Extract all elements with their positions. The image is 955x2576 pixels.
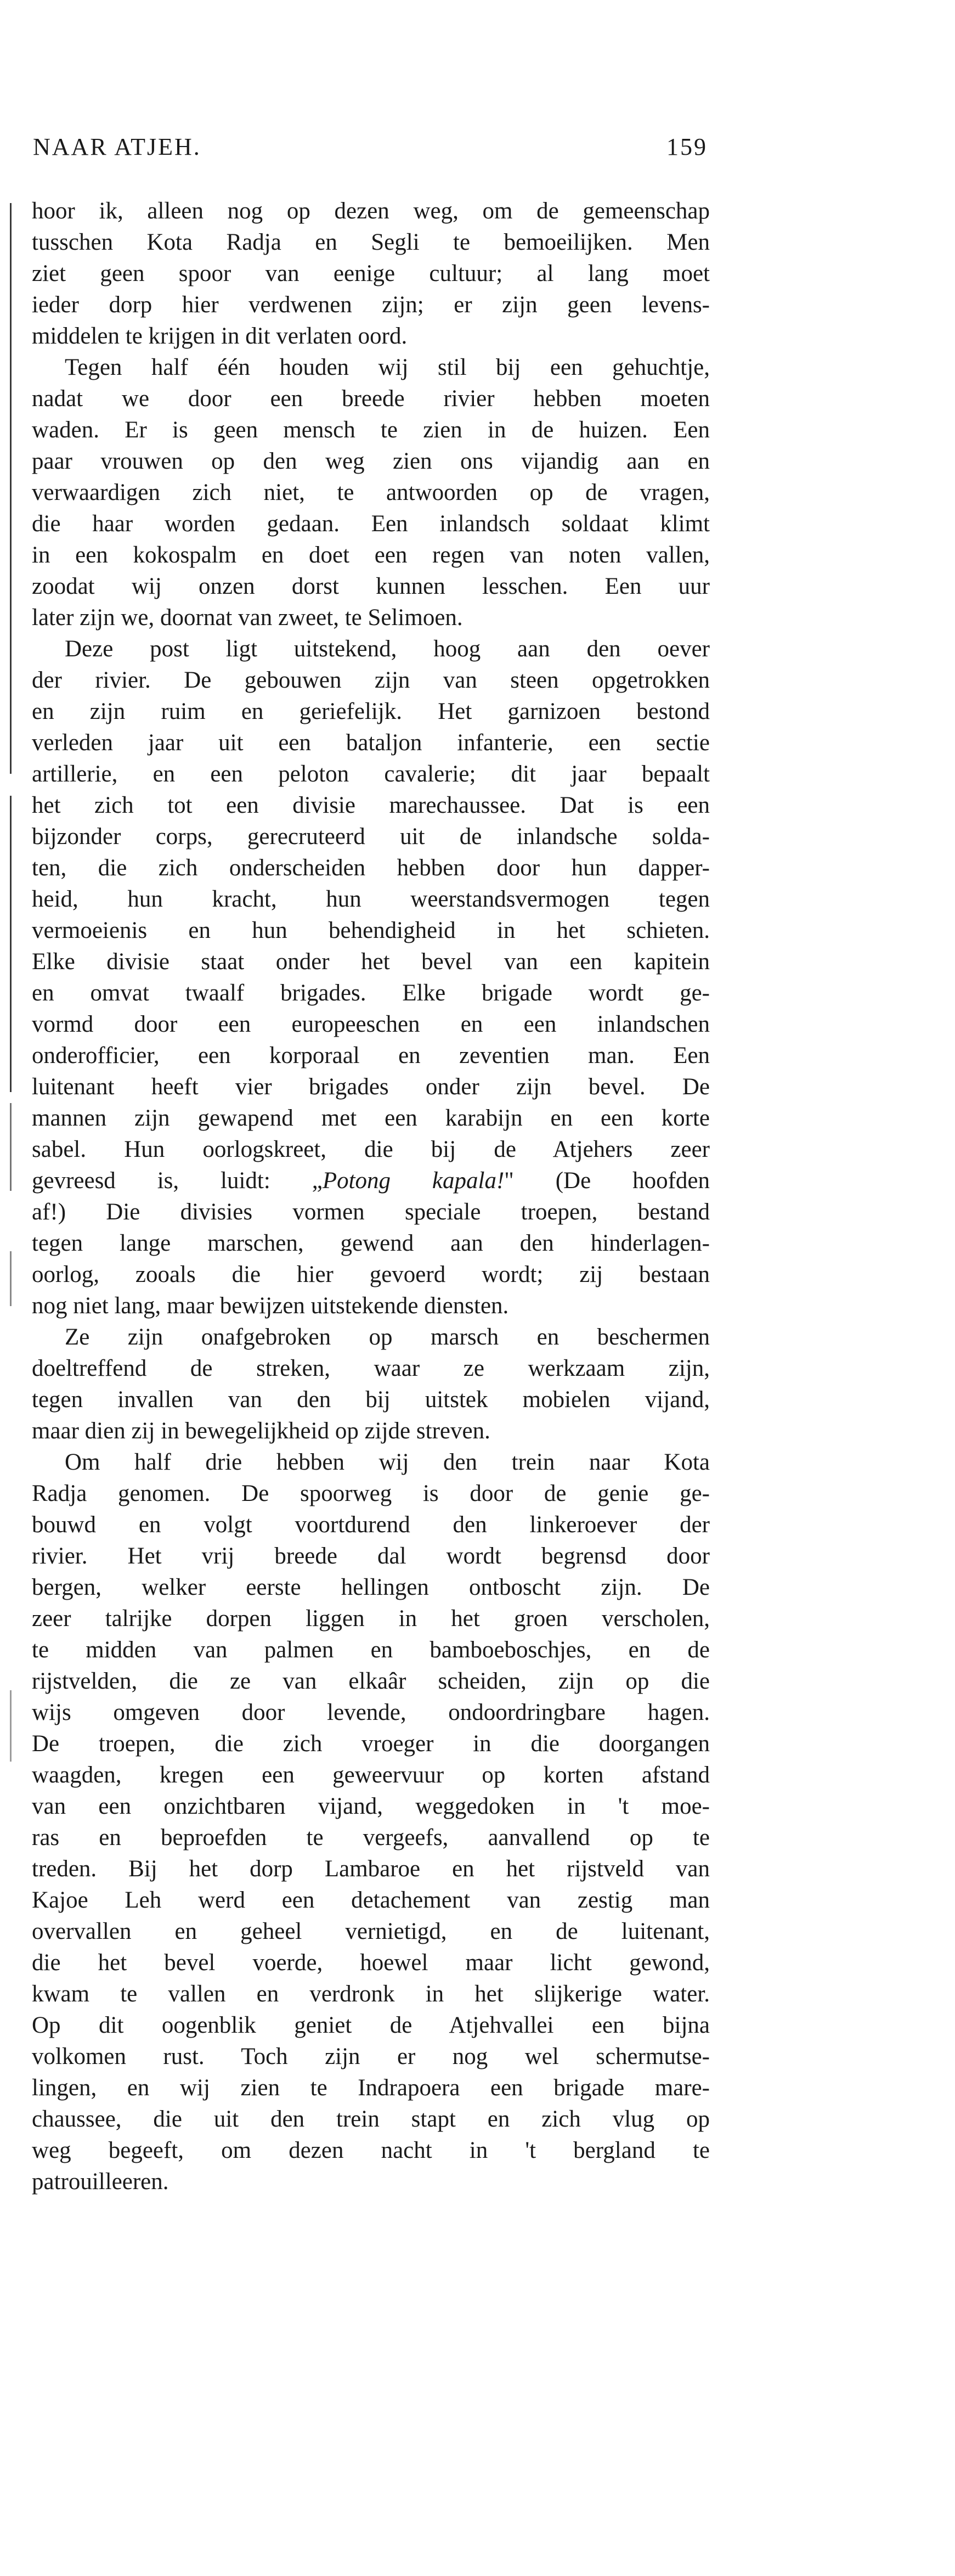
text-line: bouwd en volgt voortdurend den linkeroever der	[32, 1512, 710, 1538]
margin-rule	[10, 1690, 12, 1762]
body-text	[32, 195, 710, 2197]
text-line: het zich tot een divisie marechaussee. Dat is een	[32, 792, 710, 818]
text-line: wijs omgeven door levende, ondoordringbare hagen.	[32, 1700, 710, 1725]
text-line: die haar worden gedaan. Een inlandsch soldaat klimt	[32, 511, 710, 537]
running-head	[33, 131, 708, 164]
text-line: bijzonder corps, gerecruteerd uit de inlandsche solda-	[32, 824, 710, 850]
text-line: Kajoe Leh werd een detachement van zestig man	[32, 1887, 710, 1913]
text-line: rijstvelden, die ze van elkaâr scheiden, zijn op die	[32, 1668, 710, 1694]
text-line: luitenant heeft vier brigades onder zijn bevel. De	[32, 1074, 710, 1100]
text-line: Elke divisie staat onder het bevel van een kapitein	[32, 949, 710, 975]
text-line: te midden van palmen en bamboeboschjes, en de	[32, 1637, 710, 1663]
text-line: rivier. Het vrij breede dal wordt begrensd door	[32, 1543, 710, 1569]
text-line: De troepen, die zich vroeger in die doorgangen	[32, 1731, 710, 1757]
text-line: verwaardigen zich niet, te antwoorden op de vragen,	[32, 480, 710, 505]
text-line: doeltreffend de streken, waar ze werkzaam zijn,	[32, 1356, 710, 1381]
text-line: vormd door een europeeschen en een inlandschen	[32, 1011, 710, 1037]
text-line: heid, hun kracht, hun weerstandsvermogen tegen	[32, 886, 710, 912]
text-line: van een onzichtbaren vijand, weggedoken in 't moe-	[32, 1793, 710, 1819]
text-line: Op dit oogenblik geniet de Atjehvallei een bijna	[32, 2012, 710, 2038]
text-line: waden. Er is geen mensch te zien in de huizen. Een	[32, 417, 710, 443]
text-line: en zijn ruim en geriefelijk. Het garnizoen bestond	[32, 699, 710, 724]
text-line: in een kokospalm en doet een regen van noten vallen,	[32, 542, 710, 568]
text-line: ras en beproefden te vergeefs, aanvallend op te	[32, 1825, 710, 1851]
text-line: nog niet lang, maar bewijzen uitstekende diensten.	[32, 1293, 509, 1319]
text-line: ieder dorp hier verdwenen zijn; er zijn geen levens-	[32, 292, 710, 318]
text-line: chaussee, die uit den trein stapt en zich vlug op	[32, 2106, 710, 2132]
text-line: oorlog, zooals die hier gevoerd wordt; zij bestaan	[32, 1262, 710, 1287]
text-line: die het bevel voerde, hoewel maar licht gewond,	[32, 1950, 710, 1976]
text-line: ziet geen spoor van eenige cultuur; al lang moet	[32, 261, 710, 286]
text-line: vermoeienis en hun behendigheid in het schieten.	[32, 918, 710, 943]
text-line: maar dien zij in bewegelijkheid op zijde streven.	[32, 1418, 490, 1444]
text-line: gevreesd is, luidt: „Potong kapala!" (De hoofden	[32, 1168, 710, 1194]
text-line: artillerie, en een peloton cavalerie; dit jaar bepaalt	[32, 761, 710, 787]
text-line: en omvat twaalf brigades. Elke brigade wordt ge-	[32, 980, 710, 1006]
text-line: Radja genomen. De spoorweg is door de genie ge-	[32, 1481, 710, 1506]
text-line: weg begeeft, om dezen nacht in 't bergland te	[32, 2138, 710, 2163]
text-line: tegen lange marschen, gewend aan den hinderlagen-	[32, 1230, 710, 1256]
text-line: volkomen rust. Toch zijn er nog wel schermutse-	[32, 2044, 710, 2069]
text-line: Tegen half één houden wij stil bij een gehuchtje,	[65, 355, 710, 380]
margin-rule	[10, 1251, 12, 1306]
text-line: mannen zijn gewapend met een karabijn en een korte	[32, 1105, 710, 1131]
text-line: Ze zijn onafgebroken op marsch en beschermen	[65, 1324, 710, 1350]
text-line: patrouilleeren.	[32, 2169, 169, 2195]
text-line: overvallen en geheel vernietigd, en de luitenant,	[32, 1919, 710, 1944]
margin-rule	[10, 1103, 12, 1191]
page-number: 159	[666, 133, 708, 160]
text-line: hoor ik, alleen nog op dezen weg, om de gemeenschap	[32, 198, 710, 224]
margin-rule	[10, 796, 12, 1092]
text-line: middelen te krijgen in dit verlaten oord.	[32, 323, 408, 349]
text-line: kwam te vallen en verdronk in het slijkerige water.	[32, 1981, 710, 2007]
text-line: tegen invallen van den bij uitstek mobielen vijand,	[32, 1387, 710, 1413]
text-line: lingen, en wij zien te Indrapoera een brigade mare-	[32, 2075, 710, 2101]
text-line: zeer talrijke dorpen liggen in het groen verscholen,	[32, 1606, 710, 1632]
margin-rule	[10, 203, 12, 774]
text-line: treden. Bij het dorp Lambaroe en het rijstveld van	[32, 1856, 710, 1882]
running-title: NAAR ATJEH.	[33, 133, 201, 160]
text-line: tusschen Kota Radja en Segli te bemoeilijken. Men	[32, 229, 710, 255]
text-line: sabel. Hun oorlogskreet, die bij de Atjehers zeer	[32, 1137, 710, 1162]
text-line: paar vrouwen op den weg zien ons vijandig aan en	[32, 448, 710, 474]
text-line: verleden jaar uit een bataljon infanterie, een sectie	[32, 730, 710, 756]
text-line: bergen, welker eerste hellingen ontboscht zijn. De	[32, 1574, 710, 1600]
text-line: der rivier. De gebouwen zijn van steen opgetrokken	[32, 667, 710, 693]
italic-phrase: Potong kapala!	[322, 1168, 505, 1194]
text-line: af!) Die divisies vormen speciale troepen, bestand	[32, 1199, 710, 1225]
text-line: zoodat wij onzen dorst kunnen lesschen. Een uur	[32, 573, 710, 599]
text-line: later zijn we, doornat van zweet, te Selimoen.	[32, 605, 463, 631]
text-line: onderofficier, een korporaal en zeventien man. Een	[32, 1043, 710, 1068]
text-line: Om half drie hebben wij den trein naar Kota	[65, 1449, 710, 1475]
text-line: Deze post ligt uitstekend, hoog aan den oever	[65, 636, 710, 662]
text-line: ten, die zich onderscheiden hebben door hun dapper-	[32, 855, 710, 881]
text-line: nadat we door een breede rivier hebben moeten	[32, 386, 710, 412]
text-line: waagden, kregen een geweervuur op korten afstand	[32, 1762, 710, 1788]
